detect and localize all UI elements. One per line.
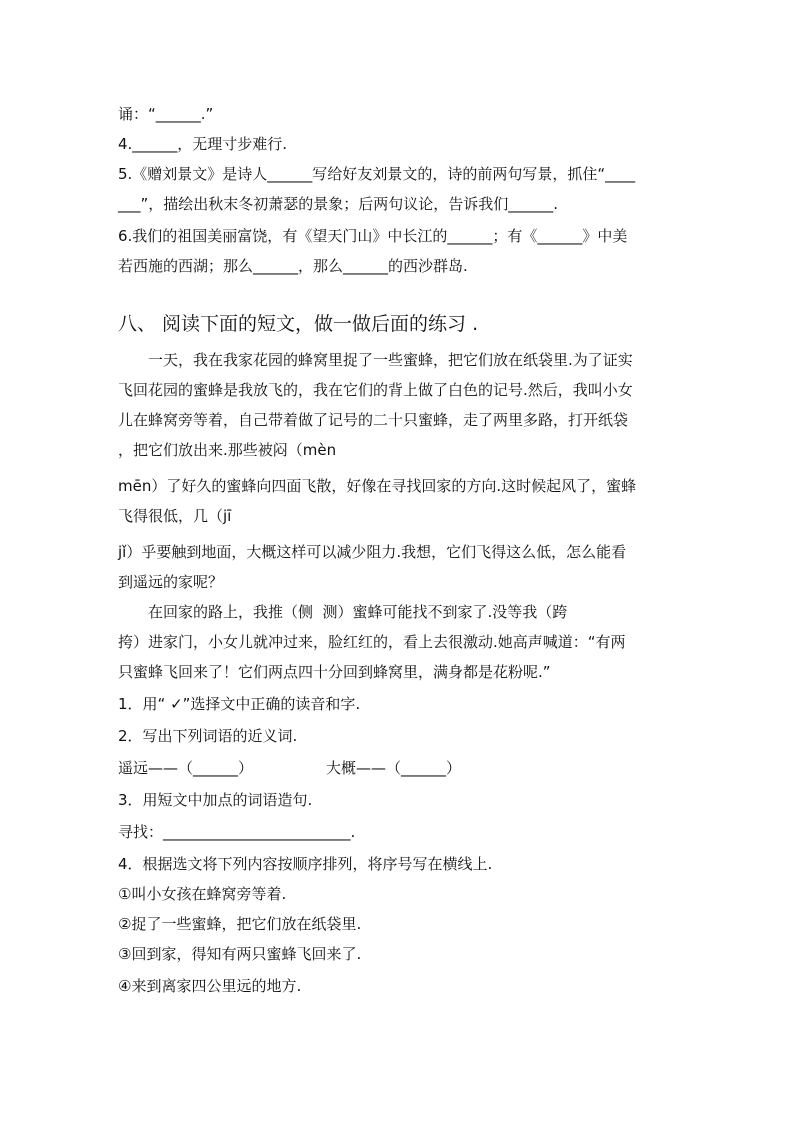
passage-line: 飞回花园的蜜蜂是我放飞的，我在它们的背上做了白色的记号.然后，我叫小女 xyxy=(118,381,633,399)
question-3: 3．用短文中加点的词语造句. xyxy=(118,791,313,809)
order-item: ④来到离家四公里远的地方. xyxy=(118,977,302,995)
passage-line: ，把它们放出来.那些被闷（mèn xyxy=(118,441,337,459)
synonym-item: 大概——（______） xyxy=(326,759,462,777)
section-heading: 八、 阅读下面的短文，做一做后面的练习 . xyxy=(118,313,479,335)
passage-line: 到遥远的家呢？ xyxy=(118,573,224,591)
text-line: 6.我们的祖国美丽富饶，有《望天门山》中长江的______；有《______》中美 xyxy=(118,227,628,245)
text-line: 5.《赠刘景文》是诗人______写给好友刘景文的，诗的前两句写景，抓住“____ xyxy=(118,165,636,183)
text-line: 若西施的西湖；那么______，那么______的西沙群岛. xyxy=(118,257,468,275)
passage-line: jǐ）乎要触到地面，大概这样可以减少阻力.我想，它们飞得这么低，怎么能看 xyxy=(118,543,627,561)
sentence-blank: 寻找：_________________________. xyxy=(118,823,356,841)
question-1: 1．用“ ✓”选择文中正确的读音和字. xyxy=(118,695,361,713)
passage-line: 只蜜蜂飞回来了！它们两点四十分回到蜂窝里，满身都是花粉呢.” xyxy=(118,663,551,681)
passage-line: 飞得很低，几（jī xyxy=(118,507,232,525)
passage-line: 儿在蜂窝旁等着，自己带着做了记号的二十只蜜蜂，走了两里多路，打开纸袋 xyxy=(118,411,629,429)
order-item: ③回到家，得知有两只蜜蜂飞回来了. xyxy=(118,945,362,963)
synonym-item: 遥远——（______） xyxy=(118,759,254,777)
text-line: 4.______，无理寸步难行. xyxy=(118,135,288,153)
passage-line: mēn）了好久的蜜蜂向四面飞散，好像在寻找回家的方向.这时候起风了，蜜蜂 xyxy=(118,477,637,495)
passage-line: 在回家的路上，我推（侧 测）蜜蜂可能找不到家了.没等我（跨 xyxy=(148,603,568,621)
question-4: 4．根据选文将下列内容按顺序排列，将序号写在横线上. xyxy=(118,855,493,873)
text-line: ___”，描绘出秋末冬初萧瑟的景象；后两句议论，告诉我们______. xyxy=(118,195,559,213)
question-2: 2．写出下列词语的近义词. xyxy=(118,727,298,745)
text-line: 诵：“______.” xyxy=(118,105,214,123)
passage-line: 一天，我在我家花园的蜂窝里捉了一些蜜蜂，把它们放在纸袋里.为了证实 xyxy=(148,351,633,369)
passage-line: 挎）进家门，小女儿就冲过来，脸红红的，看上去很激动.她高声喊道：“有两 xyxy=(118,633,626,651)
order-item: ②捉了一些蜜蜂，把它们放在纸袋里. xyxy=(118,915,362,933)
order-item: ①叫小女孩在蜂窝旁等着. xyxy=(118,885,287,903)
